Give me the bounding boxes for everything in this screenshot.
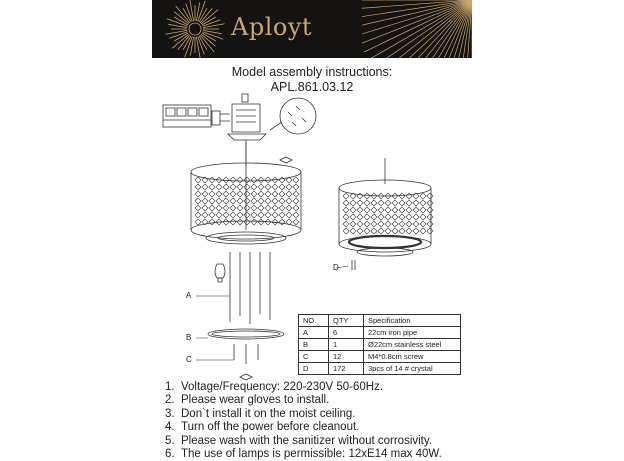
safety-notes-list [165, 381, 442, 461]
brand-name: Aployt [231, 13, 313, 41]
screws-icon [234, 344, 258, 364]
part-label-c: C [186, 355, 192, 364]
table-header-row [299, 315, 461, 327]
instructions-title: Model assembly instructions: [231, 65, 393, 79]
iron-pipes-icon [230, 252, 270, 324]
cell-qty: 1 [329, 339, 364, 351]
cell-spec: 3pcs of 14 # crystal [364, 363, 461, 375]
table-row [299, 351, 461, 363]
list-item: 3. Don`t install it on the moist ceiling. [165, 407, 356, 420]
header-spec: Specification [364, 315, 461, 327]
table-row [299, 339, 461, 351]
header-no: NO. [299, 315, 329, 327]
fitting-icon [280, 157, 292, 163]
chandelier-assembled-drum [336, 158, 433, 270]
cell-spec: Ø22cm stainless steel [364, 339, 461, 351]
sunburst-logo-icon [160, 0, 230, 58]
cell-qty: 172 [329, 363, 364, 375]
part-label-b: B [186, 333, 192, 342]
list-item: 4. Turn off the power before cleanout. [165, 421, 360, 434]
cell-no: A [299, 327, 329, 339]
brand-banner [152, 0, 472, 58]
ceiling-canopy-icon [228, 94, 266, 166]
list-item: 5. Please wash with the sanitizer without corrosivity. [165, 434, 432, 447]
terminal-block-icon [163, 105, 230, 127]
header-qty: QTY [329, 315, 364, 327]
table-row [299, 363, 461, 375]
cell-qty: 12 [329, 351, 364, 363]
table-row [299, 327, 461, 339]
parts-spec-table [298, 314, 461, 375]
list-item: 1. Voltage/Frequency: 220-230V 50-60Hz. [165, 381, 384, 393]
model-number: APL.861.03.12 [270, 80, 354, 94]
screw-detail-icon [270, 98, 316, 134]
steel-ring-icon [208, 329, 284, 339]
cell-no: C [299, 351, 329, 363]
bottom-finial-icon [240, 374, 252, 380]
list-item: 2. Please wear gloves to install. [165, 394, 330, 407]
decorative-rays-icon [362, 0, 472, 58]
cell-spec: 22cm iron pipe [364, 327, 461, 339]
list-item: 6. The use of lamps is permissible: 12xE14 max 40W. [165, 448, 442, 461]
cell-no: D [299, 363, 329, 375]
cell-no: B [299, 339, 329, 351]
e14-bulb-icon [215, 264, 225, 282]
part-label-a: A [186, 291, 192, 300]
cell-qty: 6 [329, 327, 364, 339]
part-label-d: D [333, 263, 339, 272]
cell-spec: M4*0.8cm screw [364, 351, 461, 363]
